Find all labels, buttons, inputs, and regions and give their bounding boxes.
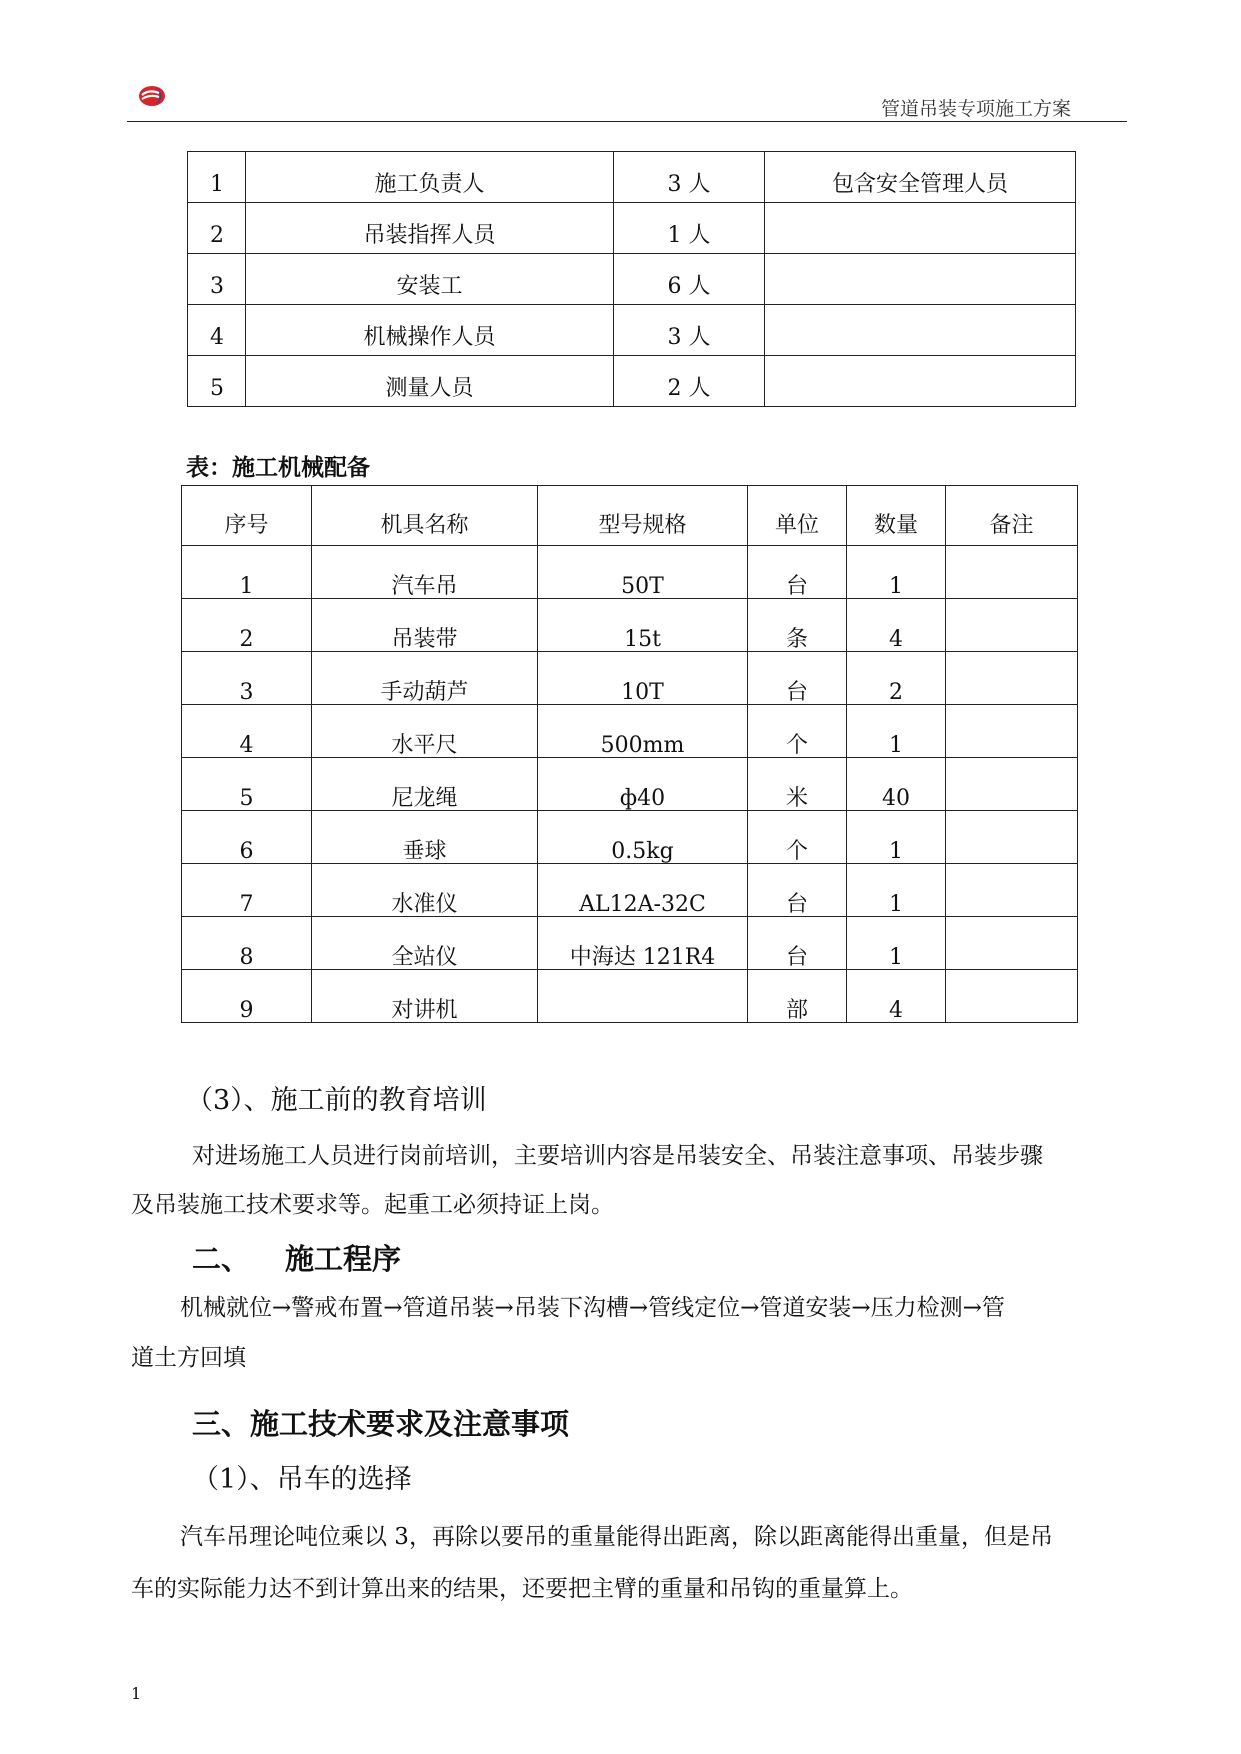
machine-no-cell: 9: [182, 970, 312, 1023]
section-three-title: 三、施工技术要求及注意事项: [192, 1407, 570, 1441]
machine-spec-cell: 0.5kg: [538, 811, 748, 864]
paragraph-training-line2: 及吊装施工技术要求等。起重工必须持证上岗。: [131, 1192, 614, 1218]
machine-table: [181, 485, 1078, 1023]
machine-name-cell: 垂球: [312, 811, 538, 864]
machine-note-cell: [946, 917, 1078, 970]
staff-role-cell: 施工负责人: [246, 152, 614, 203]
table-row: [182, 546, 1078, 599]
staff-no-cell: 1: [188, 152, 246, 203]
machine-note-cell: [946, 705, 1078, 758]
machine-no-cell: 6: [182, 811, 312, 864]
table-row: [188, 152, 1076, 203]
machine-qty-cell: 4: [847, 599, 946, 652]
subheading-training: （3）、施工前的教育培训: [186, 1085, 487, 1116]
staff-count-cell: 1 人: [614, 203, 765, 254]
machine-qty-cell: 4: [847, 970, 946, 1023]
machine-name-cell: 汽车吊: [312, 546, 538, 599]
table-row: [182, 917, 1078, 970]
table-row: [182, 758, 1078, 811]
machine-qty-cell: 1: [847, 811, 946, 864]
staff-note-cell: [765, 254, 1076, 305]
machine-qty-cell: 2: [847, 652, 946, 705]
staff-count-cell: 3 人: [614, 305, 765, 356]
staff-count-cell: 2 人: [614, 356, 765, 407]
machine-no-cell: 8: [182, 917, 312, 970]
machine-spec-cell: [538, 970, 748, 1023]
machine-note-cell: [946, 811, 1078, 864]
header-cell: 机具名称: [312, 486, 538, 546]
table-row: [182, 705, 1078, 758]
staff-role-cell: 机械操作人员: [246, 305, 614, 356]
machine-qty-cell: 1: [847, 546, 946, 599]
machine-spec-cell: 500mm: [538, 705, 748, 758]
table-row: [182, 652, 1078, 705]
staff-role-cell: 测量人员: [246, 356, 614, 407]
page-header: [127, 86, 1127, 122]
machine-table-caption: 表：施工机械配备: [186, 455, 370, 481]
machine-unit-cell: 台: [748, 917, 847, 970]
header-cell: 数量: [847, 486, 946, 546]
machine-unit-cell: 部: [748, 970, 847, 1023]
staff-count-cell: 3 人: [614, 152, 765, 203]
header-cell: 序号: [182, 486, 312, 546]
machine-note-cell: [946, 758, 1078, 811]
machine-unit-cell: 条: [748, 599, 847, 652]
machine-name-cell: 水平尺: [312, 705, 538, 758]
machine-spec-cell: ф40: [538, 758, 748, 811]
machine-unit-cell: 个: [748, 705, 847, 758]
machine-qty-cell: 1: [847, 864, 946, 917]
machine-name-cell: 手动葫芦: [312, 652, 538, 705]
table-row: [182, 864, 1078, 917]
machine-unit-cell: 台: [748, 864, 847, 917]
staff-no-cell: 5: [188, 356, 246, 407]
table-row: [188, 356, 1076, 407]
machine-spec-cell: 15t: [538, 599, 748, 652]
header-cell: 型号规格: [538, 486, 748, 546]
machine-note-cell: [946, 864, 1078, 917]
machine-name-cell: 全站仪: [312, 917, 538, 970]
machine-qty-cell: 1: [847, 705, 946, 758]
machine-no-cell: 2: [182, 599, 312, 652]
company-logo-icon: [137, 84, 167, 108]
machine-unit-cell: 台: [748, 652, 847, 705]
machine-note-cell: [946, 599, 1078, 652]
procedure-line2: 道土方回填: [131, 1345, 246, 1371]
machine-table-header-row: [182, 486, 1078, 546]
subheading-crane-selection: （1）、吊车的选择: [192, 1464, 412, 1495]
staff-note-cell: 包含安全管理人员: [765, 152, 1076, 203]
staff-no-cell: 2: [188, 203, 246, 254]
machine-name-cell: 吊装带: [312, 599, 538, 652]
paragraph-crane-line2: 车的实际能力达不到计算出来的结果，还要把主臂的重量和吊钩的重量算上。: [131, 1576, 913, 1602]
section-two-title: 施工程序: [285, 1242, 402, 1276]
machine-no-cell: 3: [182, 652, 312, 705]
staff-count-cell: 6 人: [614, 254, 765, 305]
machine-no-cell: 1: [182, 546, 312, 599]
section-two-number: 二、: [192, 1242, 251, 1276]
machine-note-cell: [946, 970, 1078, 1023]
machine-name-cell: 尼龙绳: [312, 758, 538, 811]
staff-note-cell: [765, 203, 1076, 254]
machine-no-cell: 5: [182, 758, 312, 811]
table-row: [188, 254, 1076, 305]
machine-spec-cell: 50T: [538, 546, 748, 599]
staff-note-cell: [765, 305, 1076, 356]
machine-unit-cell: 米: [748, 758, 847, 811]
staff-no-cell: 3: [188, 254, 246, 305]
machine-qty-cell: 40: [847, 758, 946, 811]
staff-note-cell: [765, 356, 1076, 407]
machine-note-cell: [946, 546, 1078, 599]
machine-no-cell: 4: [182, 705, 312, 758]
paragraph-training-line1: 对进场施工人员进行岗前培训，主要培训内容是吊装安全、吊装注意事项、吊装步骤: [192, 1143, 1043, 1169]
paragraph-crane-line1: 汽车吊理论吨位乘以 3，再除以要吊的重量能得出距离，除以距离能得出重量，但是吊: [180, 1524, 1053, 1550]
machine-qty-cell: 1: [847, 917, 946, 970]
staff-role-cell: 安装工: [246, 254, 614, 305]
machine-name-cell: 水准仪: [312, 864, 538, 917]
machine-unit-cell: 个: [748, 811, 847, 864]
table-row: [182, 599, 1078, 652]
staff-role-cell: 吊装指挥人员: [246, 203, 614, 254]
machine-note-cell: [946, 652, 1078, 705]
machine-unit-cell: 台: [748, 546, 847, 599]
machine-spec-cell: 中海达 121R4: [538, 917, 748, 970]
staff-table: [187, 151, 1076, 407]
procedure-line1: 机械就位→警戒布置→管道吊装→吊装下沟槽→管线定位→管道安装→压力检测→管: [180, 1295, 1005, 1321]
machine-spec-cell: 10T: [538, 652, 748, 705]
staff-no-cell: 4: [188, 305, 246, 356]
machine-spec-cell: AL12A-32C: [538, 864, 748, 917]
machine-name-cell: 对讲机: [312, 970, 538, 1023]
table-row: [188, 203, 1076, 254]
page-number: 1: [131, 1684, 142, 1703]
document-title: 管道吊装专项施工方案: [880, 98, 1071, 120]
table-row: [188, 305, 1076, 356]
header-cell: 备注: [946, 486, 1078, 546]
header-cell: 单位: [748, 486, 847, 546]
table-row: [182, 811, 1078, 864]
table-row: [182, 970, 1078, 1023]
machine-no-cell: 7: [182, 864, 312, 917]
